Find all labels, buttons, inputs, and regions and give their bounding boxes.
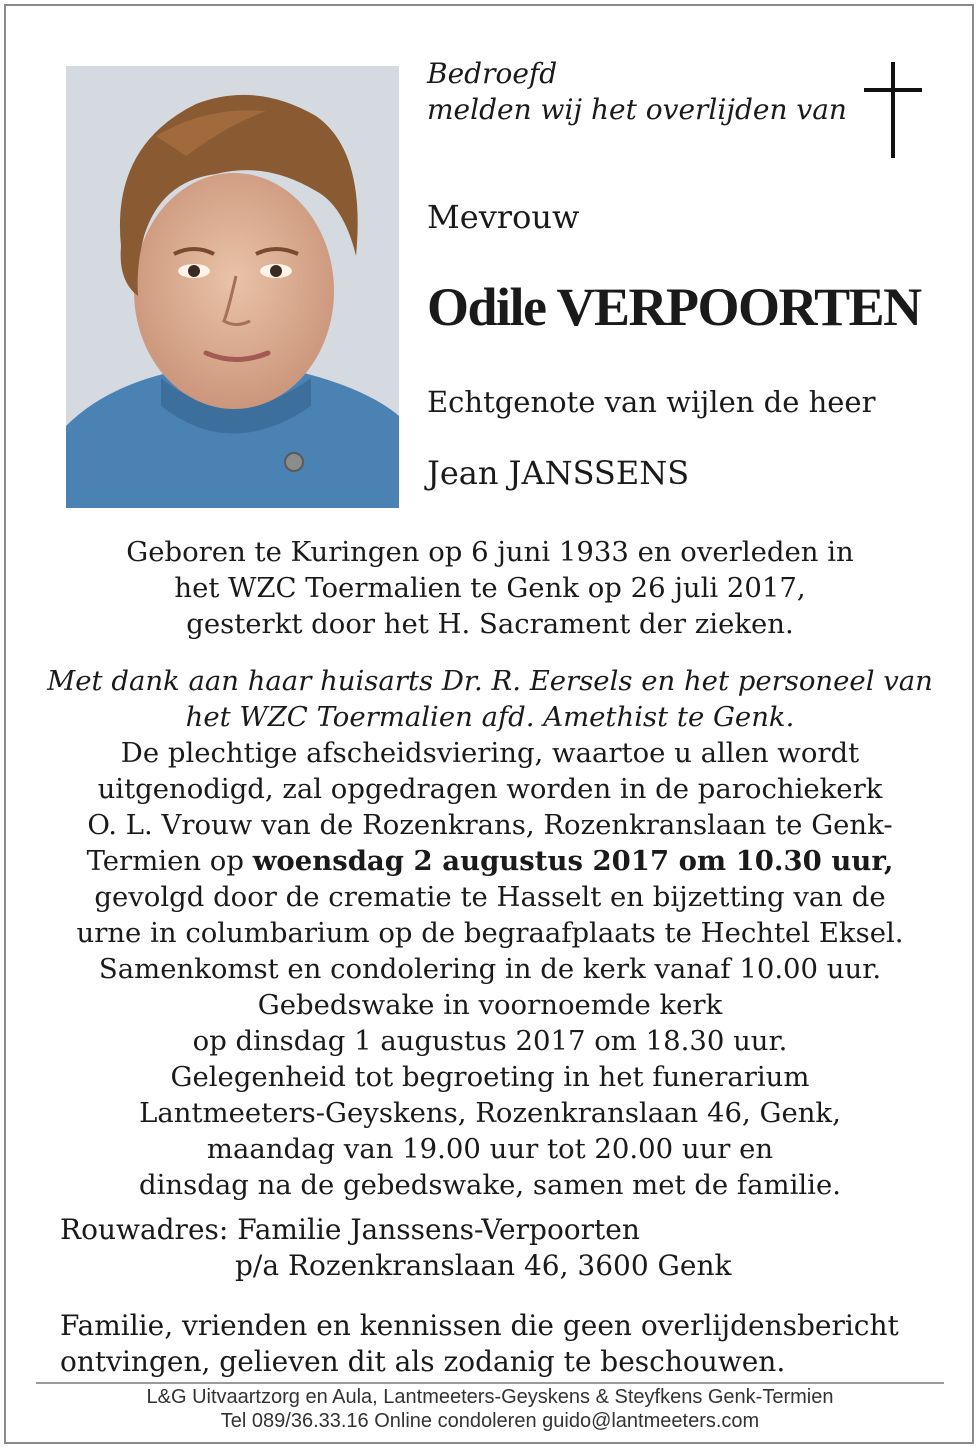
ceremony-line: uitgenodigd, zal opgedragen worden in de parochiekerk <box>97 773 883 805</box>
portrait-illustration <box>66 66 399 508</box>
ceremony-date: woensdag 2 augustus 2017 om 10.30 uur, <box>252 845 894 877</box>
ceremony-info <box>40 735 940 1203</box>
deceased-title: Mevrouw <box>427 198 580 236</box>
ceremony-line: De plechtige afscheidsviering, waartoe u allen wordt <box>120 737 860 769</box>
notice-line: Familie, vrienden en kennissen die geen overlijdensbericht <box>60 1309 899 1342</box>
announcement-intro <box>427 56 847 128</box>
birth-line: het WZC Toermalien te Genk op 26 juli 2017, <box>174 572 806 604</box>
spouse-name: Jean JANSSENS <box>427 454 690 492</box>
birth-line: gesterkt door het H. Sacrament der zieken. <box>186 608 794 640</box>
deceased-name: Odile VERPOORTEN <box>427 277 921 337</box>
cross-icon <box>864 62 922 158</box>
ceremony-line: Gelegenheid tot begroeting in het funerarium <box>170 1061 810 1093</box>
birth-death-info <box>40 534 940 642</box>
portrait-photo <box>66 66 399 508</box>
footer-divider <box>36 1382 944 1384</box>
funeral-home-footer <box>36 1385 944 1433</box>
ceremony-line: Gebedswake in voornoemde kerk <box>257 989 723 1021</box>
mourning-address <box>60 1212 732 1284</box>
footer-line: L&G Uitvaartzorg en Aula, Lantmeeters-Geyskens & Steyfkens Genk-Termien <box>146 1386 834 1408</box>
ceremony-line: op dinsdag 1 augustus 2017 om 18.30 uur. <box>192 1025 788 1057</box>
birth-line: Geboren te Kuringen op 6 juni 1933 en overleden in <box>126 536 854 568</box>
ceremony-line: O. L. Vrouw van de Rozenkrans, Rozenkranslaan te Genk- <box>87 809 893 841</box>
ceremony-line: dinsdag na de gebedswake, samen met de familie. <box>139 1169 841 1201</box>
ceremony-line: Lantmeeters-Geyskens, Rozenkranslaan 46, Genk, <box>139 1097 841 1129</box>
intro-line: melden wij het overlijden van <box>427 93 847 126</box>
footer-contact: Tel 089/36.33.16 Online condoleren guido@lantmeeters.com <box>220 1410 760 1432</box>
ceremony-line: gevolgd door de crematie te Hasselt en bijzetting van de <box>94 881 886 913</box>
ceremony-line: urne in columbarium op de begraafplaats te Hechtel Eksel. <box>76 917 904 949</box>
thanks-note <box>40 663 940 735</box>
ceremony-date-prefix: Termien op <box>86 845 253 877</box>
ceremony-line: Samenkomst en condolering in de kerk vanaf 10.00 uur. <box>98 953 882 985</box>
ceremony-line: maandag van 19.00 uur tot 20.00 uur en <box>206 1133 774 1165</box>
thanks-line: het WZC Toermalien afd. Amethist te Genk. <box>185 701 795 733</box>
notice-line: ontvingen, gelieven dit als zodanig te beschouwen. <box>60 1345 786 1378</box>
address-line: Rouwadres: Familie Janssens-Verpoorten <box>60 1213 640 1246</box>
thanks-line: Met dank aan haar huisarts Dr. R. Eersels en het personeel van <box>47 665 933 697</box>
address-street: p/a Rozenkranslaan 46, 3600 Genk <box>235 1249 732 1282</box>
ceremony-date-line <box>40 843 940 879</box>
spouse-intro: Echtgenote van wijlen de heer <box>427 385 876 419</box>
intro-line: Bedroefd <box>427 57 558 90</box>
family-notice <box>60 1308 899 1380</box>
